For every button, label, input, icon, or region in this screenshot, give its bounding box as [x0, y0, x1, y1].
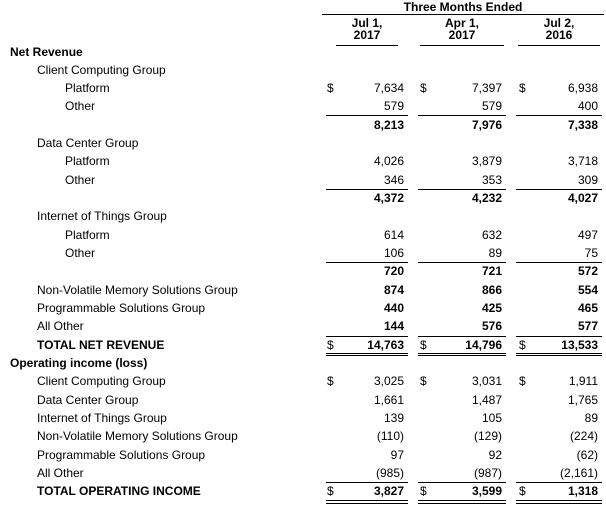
column-header-line1: Jul 2, [543, 16, 575, 30]
row-label: TOTAL OPERATING INCOME [37, 484, 201, 498]
table-row [0, 171, 606, 189]
currency-symbol: $ [519, 374, 526, 388]
row-label: All Other [37, 466, 84, 480]
table-row [0, 391, 606, 409]
double-underline [326, 500, 408, 501]
column-header-line1: Jul 1, [351, 16, 383, 30]
value-cell: 3,025 [373, 374, 404, 388]
value-cell: 7,634 [373, 81, 404, 95]
table-row [0, 226, 606, 244]
currency-symbol: $ [519, 81, 526, 95]
value-cell: 7,397 [471, 81, 502, 95]
value-cell: 3,031 [471, 374, 502, 388]
row-label: Platform [65, 81, 110, 95]
value-cell: 614 [383, 228, 404, 242]
value-cell: 139 [383, 411, 404, 425]
value-cell: 440 [383, 301, 404, 315]
value-cell: 4,027 [567, 191, 598, 205]
subtotal-row [0, 262, 606, 280]
value-cell: 75 [584, 246, 598, 260]
row-label: Platform [65, 228, 110, 242]
row-label: Other [65, 246, 96, 260]
value-cell: 866 [481, 283, 502, 297]
value-cell: 577 [577, 319, 598, 333]
subtotal-row [0, 116, 606, 134]
section-label: Net Revenue [10, 45, 83, 59]
column-header-line2: 2017 [353, 28, 381, 42]
value-cell: 1,911 [568, 374, 598, 388]
value-cell: 3,718 [567, 154, 598, 168]
value-cell: 1,318 [567, 484, 598, 498]
value-cell: 7,976 [471, 118, 502, 132]
value-cell: 14,796 [465, 338, 502, 352]
table-row [0, 464, 606, 482]
section-heading-net-revenue [0, 43, 606, 61]
value-cell: (62) [576, 448, 598, 462]
double-underline [418, 503, 506, 504]
group-heading-row [0, 207, 606, 225]
column-header-jul-2017 [336, 17, 398, 46]
value-cell: 1,487 [471, 393, 502, 407]
value-cell: 632 [481, 228, 502, 242]
value-cell: 92 [488, 448, 502, 462]
section-heading-operating-income [0, 354, 606, 372]
total-operating-income-row [0, 482, 606, 500]
currency-symbol: $ [420, 374, 427, 388]
value-cell: 4,372 [373, 191, 404, 205]
value-cell: 3,827 [373, 484, 404, 498]
value-cell: 4,232 [471, 191, 502, 205]
value-cell: 97 [390, 448, 404, 462]
value-cell: 465 [577, 301, 598, 315]
column-header-jul-2016 [518, 17, 600, 46]
value-cell: 13,533 [561, 338, 598, 352]
table-row [0, 446, 606, 464]
subtotal-row [0, 189, 606, 207]
table-row [0, 409, 606, 427]
currency-symbol: $ [327, 338, 334, 352]
value-cell: 572 [577, 264, 598, 278]
value-cell: 105 [481, 411, 502, 425]
double-underline [418, 500, 506, 501]
value-cell: 8,213 [373, 118, 404, 132]
column-header-line2: 2016 [545, 28, 573, 42]
value-cell: 497 [577, 228, 598, 242]
table-row [0, 372, 606, 390]
row-label: Other [65, 173, 96, 187]
currency-symbol: $ [420, 484, 427, 498]
table-row [0, 281, 606, 299]
value-cell: 346 [383, 173, 404, 187]
row-label: Programmable Solutions Group [37, 301, 206, 315]
row-label: Internet of Things Group [37, 411, 167, 425]
row-label: Programmable Solutions Group [37, 448, 206, 462]
row-label: Data Center Group [37, 393, 139, 407]
value-cell: 106 [383, 246, 404, 260]
value-cell: 6,938 [567, 81, 598, 95]
value-cell: 1,661 [373, 393, 404, 407]
row-label: Data Center Group [37, 136, 139, 150]
column-header-line1: Apr 1, [444, 16, 479, 30]
column-header-line2: 2017 [448, 28, 476, 42]
row-label: Platform [65, 154, 110, 168]
row-label: Non-Volatile Memory Solutions Group [37, 429, 238, 443]
currency-symbol: $ [420, 81, 427, 95]
currency-symbol: $ [327, 484, 334, 498]
double-underline [516, 503, 602, 504]
value-cell: 14,763 [367, 338, 404, 352]
table-row [0, 427, 606, 445]
row-label: Client Computing Group [37, 63, 166, 77]
total-net-revenue-row [0, 336, 606, 354]
table-row [0, 79, 606, 97]
value-cell: (2,161) [559, 466, 598, 480]
currency-symbol: $ [327, 374, 334, 388]
double-underline [326, 503, 408, 504]
currency-symbol: $ [519, 484, 526, 498]
value-cell: 353 [481, 173, 502, 187]
value-cell: 7,338 [567, 118, 598, 132]
value-cell: 4,026 [373, 154, 404, 168]
currency-symbol: $ [327, 81, 334, 95]
value-cell: 874 [383, 283, 404, 297]
section-label: Operating income (loss) [10, 356, 148, 370]
value-cell: (110) [376, 429, 404, 443]
value-cell: (987) [473, 466, 502, 480]
value-cell: 89 [488, 246, 502, 260]
group-heading-row [0, 61, 606, 79]
value-cell: 554 [577, 283, 598, 297]
value-cell: 425 [481, 301, 502, 315]
value-cell: 579 [383, 99, 404, 113]
currency-symbol: $ [519, 338, 526, 352]
group-heading-row [0, 134, 606, 152]
table-row [0, 244, 606, 262]
row-label: TOTAL NET REVENUE [37, 338, 165, 352]
value-cell: 1,765 [567, 393, 598, 407]
double-underline [516, 500, 602, 501]
value-cell: 3,599 [471, 484, 502, 498]
value-cell: 144 [383, 319, 404, 333]
row-label: Other [65, 99, 96, 113]
row-label: All Other [37, 319, 84, 333]
value-cell: (224) [569, 429, 598, 443]
table-row [0, 317, 606, 335]
row-label: Client Computing Group [37, 374, 166, 388]
value-cell: 89 [584, 411, 598, 425]
column-header-apr-2017 [420, 17, 504, 46]
row-label: Internet of Things Group [37, 209, 167, 223]
value-cell: 720 [383, 264, 404, 278]
value-cell: (985) [375, 466, 404, 480]
value-cell: 400 [577, 99, 598, 113]
value-cell: 3,879 [471, 154, 502, 168]
table-row [0, 97, 606, 115]
table-row [0, 152, 606, 170]
currency-symbol: $ [420, 338, 427, 352]
value-cell: 576 [481, 319, 502, 333]
value-cell: 721 [481, 264, 502, 278]
value-cell: 579 [481, 99, 502, 113]
period-header: Three Months Ended [322, 0, 604, 15]
row-label: Non-Volatile Memory Solutions Group [37, 283, 238, 297]
value-cell: (129) [473, 429, 502, 443]
table-row [0, 299, 606, 317]
value-cell: 309 [577, 173, 598, 187]
